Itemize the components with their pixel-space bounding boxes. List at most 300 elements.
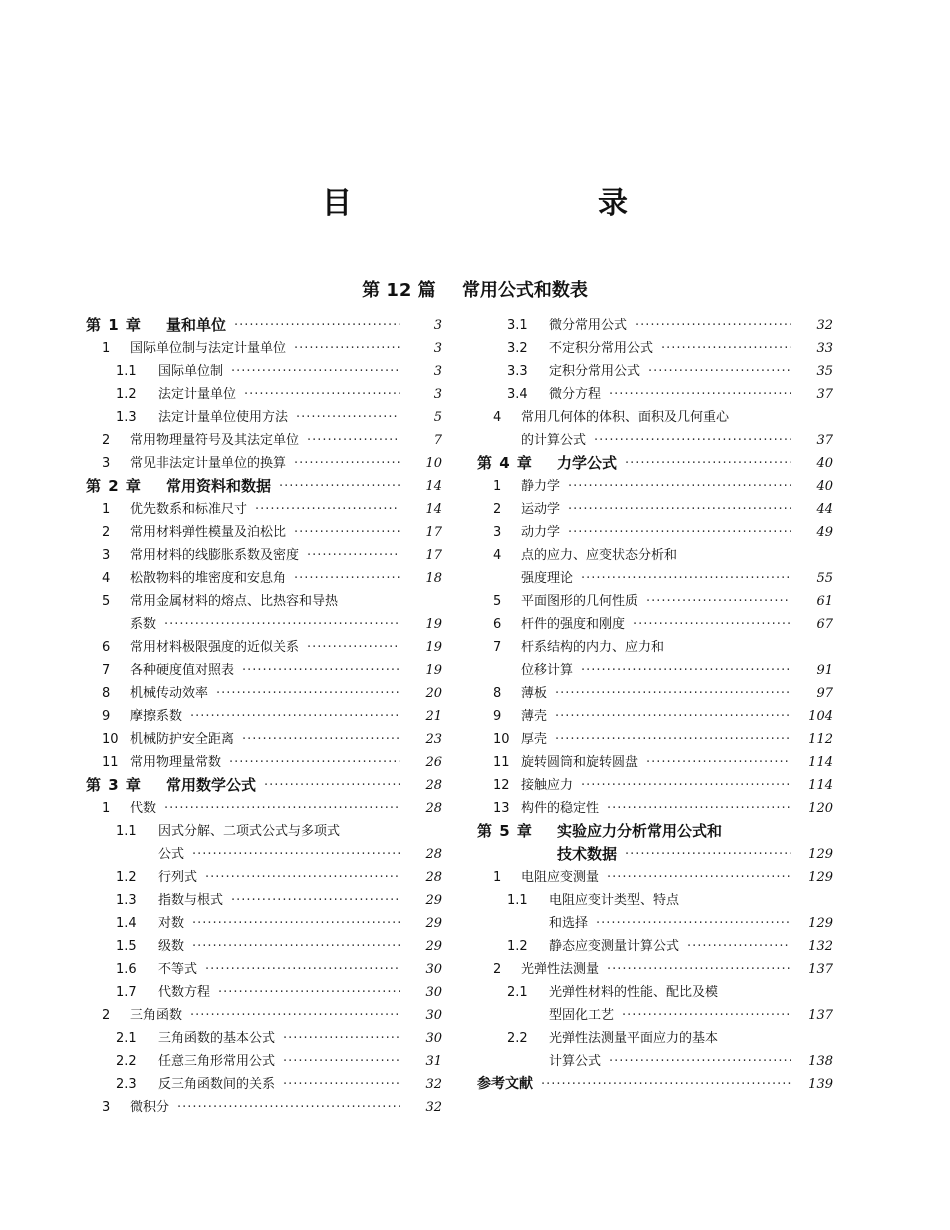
- entry-title: 电阻应变测量: [521, 870, 600, 885]
- page-number: 19: [425, 640, 442, 655]
- toc-entry[interactable]: [86, 498, 442, 521]
- toc-entry[interactable]: [477, 935, 833, 958]
- entry-title: 松散物料的堆密度和安息角: [130, 571, 287, 586]
- entry-text: [86, 774, 400, 797]
- toc-entry[interactable]: [477, 337, 833, 360]
- page-number: 29: [425, 916, 442, 931]
- entry-title: 级数: [158, 939, 185, 954]
- dot-leader: [294, 521, 400, 544]
- entry-text: [477, 360, 791, 383]
- toc-entry[interactable]: [86, 452, 442, 475]
- dot-leader: [164, 797, 400, 820]
- toc-chapter-entry[interactable]: [86, 774, 442, 797]
- entry-text: [477, 843, 791, 866]
- page-number: 37: [816, 433, 833, 448]
- toc-entry[interactable]: [86, 843, 442, 866]
- section-number: 8: [102, 686, 111, 701]
- dot-leader: [231, 360, 400, 383]
- entry-text: [86, 797, 400, 820]
- entry-text: [477, 866, 791, 889]
- toc-entry[interactable]: [86, 1004, 442, 1027]
- toc-entry[interactable]: [86, 383, 442, 406]
- toc-entry[interactable]: [477, 659, 833, 682]
- entry-text: [477, 498, 791, 521]
- toc-entry[interactable]: [477, 544, 833, 567]
- toc-chapter-entry[interactable]: [477, 820, 833, 843]
- section-number: 1.5: [116, 939, 137, 954]
- entry-text: [477, 797, 791, 820]
- toc-entry[interactable]: [86, 1027, 442, 1050]
- dot-leader: [648, 360, 791, 383]
- entry-text: [86, 935, 400, 958]
- toc-entry[interactable]: [86, 337, 442, 360]
- toc-entry[interactable]: [477, 475, 833, 498]
- section-number: 3.3: [507, 364, 528, 379]
- entry-text: [86, 866, 400, 889]
- entry-title: 机械防护安全距离: [130, 732, 235, 747]
- toc-chapter-entry[interactable]: [86, 475, 442, 498]
- entry-text: [86, 544, 400, 567]
- entry-title: 厚壳: [521, 732, 548, 747]
- page-number: 114: [808, 755, 833, 770]
- entry-title: 力学公式: [557, 454, 618, 472]
- dot-leader: [164, 613, 400, 636]
- page-number: 37: [816, 387, 833, 402]
- toc-entry[interactable]: [477, 429, 833, 452]
- dot-leader: [264, 774, 400, 797]
- section-number: 3: [102, 1100, 111, 1115]
- part-number: 第 12 篇: [362, 280, 436, 301]
- entry-title: 行列式: [158, 870, 198, 885]
- entry-title: 因式分解、二项式公式与多项式: [158, 824, 341, 839]
- toc-entry[interactable]: [477, 1050, 833, 1073]
- page-title: 目 录: [322, 186, 690, 221]
- dot-leader: [568, 475, 791, 498]
- dot-leader: [307, 636, 400, 659]
- toc-entry[interactable]: [86, 406, 442, 429]
- entry-title: 技术数据: [557, 845, 618, 863]
- toc-entry[interactable]: [477, 314, 833, 337]
- toc-entry[interactable]: [86, 958, 442, 981]
- entry-title: 国际单位制: [158, 364, 224, 379]
- section-number: 1.2: [507, 939, 528, 954]
- page-number: 28: [425, 870, 442, 885]
- page-number: 28: [425, 801, 442, 816]
- section-number: 3.2: [507, 341, 528, 356]
- dot-leader: [307, 544, 400, 567]
- entry-title: 运动学: [521, 502, 561, 517]
- entry-title: 杆系结构的内力、应力和: [521, 640, 665, 655]
- section-number: 5: [493, 594, 502, 609]
- page-number: 40: [816, 479, 833, 494]
- entry-text: [477, 1027, 791, 1050]
- toc-entry[interactable]: [86, 981, 442, 1004]
- entry-text: [86, 820, 400, 843]
- entry-text: [86, 682, 400, 705]
- section-number: 2: [493, 962, 502, 977]
- entry-text: [86, 360, 400, 383]
- dot-leader: [581, 567, 791, 590]
- page-number: 32: [425, 1077, 442, 1092]
- section-number: 1.1: [507, 893, 528, 908]
- toc-entry[interactable]: [86, 1073, 442, 1096]
- entry-title: 位移计算: [521, 663, 574, 678]
- page-number: 19: [425, 663, 442, 678]
- toc-chapter-entry[interactable]: [477, 843, 833, 866]
- entry-text: [477, 314, 791, 337]
- page-number: 3: [433, 341, 442, 356]
- entry-title: 电阻应变计类型、特点: [549, 893, 680, 908]
- toc-entry[interactable]: [477, 797, 833, 820]
- dot-leader: [687, 935, 791, 958]
- toc-entry[interactable]: [477, 682, 833, 705]
- entry-title: 平面图形的几何性质: [521, 594, 639, 609]
- toc-entry[interactable]: [86, 360, 442, 383]
- entry-text: [477, 1050, 791, 1073]
- dot-leader: [596, 912, 791, 935]
- section-number: 2: [493, 502, 502, 517]
- part-heading: [0, 276, 950, 302]
- toc-entry[interactable]: [477, 705, 833, 728]
- page-number: 3: [433, 387, 442, 402]
- entry-title: 光弹性法测量平面应力的基本: [549, 1031, 719, 1046]
- entry-text: [477, 521, 791, 544]
- entry-title: 杆件的强度和刚度: [521, 617, 626, 632]
- section-number: 12: [493, 778, 510, 793]
- entry-title: 接触应力: [521, 778, 574, 793]
- toc-entry[interactable]: [477, 636, 833, 659]
- dot-leader: [294, 337, 400, 360]
- section-number: 5: [102, 594, 111, 609]
- page-number: 91: [816, 663, 833, 678]
- toc-chapter-entry[interactable]: [86, 314, 442, 337]
- toc-entry[interactable]: [86, 935, 442, 958]
- entry-title: 公式: [158, 847, 185, 862]
- dot-leader: [581, 659, 791, 682]
- section-number: 10: [102, 732, 119, 747]
- toc-entry[interactable]: [86, 590, 442, 613]
- entry-title: 系数: [130, 617, 157, 632]
- section-number: 1: [493, 479, 502, 494]
- entry-title: 静态应变测量计算公式: [549, 939, 680, 954]
- entry-text: [477, 429, 791, 452]
- section-number: 1.1: [116, 824, 137, 839]
- section-number: 2.2: [116, 1054, 137, 1069]
- toc-entry[interactable]: [477, 958, 833, 981]
- dot-leader: [216, 682, 400, 705]
- entry-title: 常用物理量符号及其法定单位: [130, 433, 300, 448]
- entry-title: 常用材料的线膨胀系数及密度: [130, 548, 300, 563]
- chapter-number: 第 1 章: [86, 316, 142, 334]
- toc-entry[interactable]: [477, 1004, 833, 1027]
- section-number: 1.2: [116, 387, 137, 402]
- entry-text: [86, 429, 400, 452]
- entry-title: 常见非法定计量单位的换算: [130, 456, 287, 471]
- dot-leader: [283, 1050, 400, 1073]
- toc-entry[interactable]: [477, 1073, 833, 1096]
- dot-leader: [555, 705, 791, 728]
- entry-title: 机械传动效率: [130, 686, 209, 701]
- toc-entry[interactable]: [86, 636, 442, 659]
- toc-entry[interactable]: [86, 1096, 442, 1119]
- page-number: 40: [816, 456, 833, 471]
- dot-leader: [661, 337, 791, 360]
- section-number: 9: [102, 709, 111, 724]
- page-number: 61: [816, 594, 833, 609]
- entry-text: [477, 383, 791, 406]
- dot-leader: [307, 429, 400, 452]
- section-number: 3.1: [507, 318, 528, 333]
- section-number: 2: [102, 1008, 111, 1023]
- entry-title: 计算公式: [549, 1054, 602, 1069]
- toc-entry[interactable]: [86, 866, 442, 889]
- dot-leader: [255, 498, 400, 521]
- section-number: 2.1: [507, 985, 528, 1000]
- entry-title: 任意三角形常用公式: [158, 1054, 276, 1069]
- dot-leader: [192, 912, 400, 935]
- toc-left-column: [86, 314, 442, 1119]
- toc-entry[interactable]: [477, 981, 833, 1004]
- toc-entry[interactable]: [477, 1027, 833, 1050]
- entry-text: [477, 590, 791, 613]
- section-number: 1: [493, 870, 502, 885]
- entry-text: [86, 475, 400, 498]
- entry-text: [477, 406, 791, 429]
- entry-text: [86, 521, 400, 544]
- section-number: 3: [493, 525, 502, 540]
- toc-entry[interactable]: [477, 406, 833, 429]
- page-number: 30: [425, 985, 442, 1000]
- toc-entry[interactable]: [477, 889, 833, 912]
- entry-title: 对数: [158, 916, 185, 931]
- toc-entry[interactable]: [477, 866, 833, 889]
- toc-entry[interactable]: [477, 728, 833, 751]
- dot-leader: [541, 1073, 791, 1096]
- toc-entry[interactable]: [86, 567, 442, 590]
- page-number: 18: [425, 571, 442, 586]
- entry-title: 常用材料弹性模量及泊松比: [130, 525, 287, 540]
- toc-entry[interactable]: [86, 889, 442, 912]
- section-number: 4: [493, 548, 502, 563]
- entry-title: 常用几何体的体积、面积及几何重心: [521, 410, 730, 425]
- dot-leader: [633, 613, 791, 636]
- page-number: 97: [816, 686, 833, 701]
- entry-title: 定积分常用公式: [549, 364, 641, 379]
- entry-text: [86, 751, 400, 774]
- toc-entry[interactable]: [86, 912, 442, 935]
- dot-leader: [607, 958, 791, 981]
- entry-title: 摩擦系数: [130, 709, 183, 724]
- toc-entry[interactable]: [477, 360, 833, 383]
- toc-chapter-entry[interactable]: [477, 452, 833, 475]
- entry-text: [477, 935, 791, 958]
- toc-entry[interactable]: [86, 682, 442, 705]
- section-number: 10: [493, 732, 510, 747]
- page-number: 32: [425, 1100, 442, 1115]
- dot-leader: [609, 1050, 791, 1073]
- entry-title: 法定计量单位使用方法: [158, 410, 289, 425]
- toc-entry[interactable]: [477, 751, 833, 774]
- entry-title: 静力学: [521, 479, 561, 494]
- section-number: 1.4: [116, 916, 137, 931]
- toc-entry[interactable]: [477, 590, 833, 613]
- entry-title: 优先数系和标准尺寸: [130, 502, 248, 517]
- entry-title: 常用资料和数据: [166, 477, 272, 495]
- page-number: 14: [425, 502, 442, 517]
- toc-entry[interactable]: [86, 705, 442, 728]
- entry-title: 反三角函数间的关系: [158, 1077, 276, 1092]
- page-number: 7: [433, 433, 442, 448]
- toc-right-column: [477, 314, 833, 1096]
- dot-leader: [646, 751, 791, 774]
- dot-leader: [242, 659, 400, 682]
- page-number: 20: [425, 686, 442, 701]
- section-number: 2.3: [116, 1077, 137, 1092]
- chapter-number: 第 4 章: [477, 454, 533, 472]
- entry-text: [86, 498, 400, 521]
- page-number: 21: [425, 709, 442, 724]
- entry-text: [86, 314, 400, 337]
- page-number: 30: [425, 1031, 442, 1046]
- dot-leader: [205, 958, 400, 981]
- toc-entry[interactable]: [86, 820, 442, 843]
- entry-text: [86, 1096, 400, 1119]
- dot-leader: [581, 774, 791, 797]
- entry-text: [86, 728, 400, 751]
- page-number: 26: [425, 755, 442, 770]
- entry-text: [477, 705, 791, 728]
- dot-leader: [190, 1004, 400, 1027]
- section-number: 6: [102, 640, 111, 655]
- entry-title: 和选择: [549, 916, 589, 931]
- entry-text: [86, 1073, 400, 1096]
- toc-entry[interactable]: [86, 797, 442, 820]
- page-number: 33: [816, 341, 833, 356]
- toc-entry[interactable]: [86, 659, 442, 682]
- dot-leader: [607, 866, 791, 889]
- dot-leader: [635, 314, 791, 337]
- dot-leader: [622, 1004, 791, 1027]
- chapter-number: 第 3 章: [86, 776, 142, 794]
- entry-title: 国际单位制与法定计量单位: [130, 341, 287, 356]
- entry-title: 常用数学公式: [166, 776, 257, 794]
- toc-entry[interactable]: [86, 751, 442, 774]
- section-number: 3.4: [507, 387, 528, 402]
- toc-entry[interactable]: [86, 429, 442, 452]
- page-number: 120: [808, 801, 833, 816]
- page-number: 129: [808, 916, 833, 931]
- dot-leader: [234, 314, 400, 337]
- dot-leader: [294, 567, 400, 590]
- toc-entry[interactable]: [477, 383, 833, 406]
- page-number: 49: [816, 525, 833, 540]
- section-number: 1.7: [116, 985, 137, 1000]
- dot-leader: [190, 705, 400, 728]
- toc-entry[interactable]: [477, 498, 833, 521]
- page-number: 132: [808, 939, 833, 954]
- dot-leader: [607, 797, 791, 820]
- entry-title: 代数方程: [158, 985, 211, 1000]
- dot-leader: [231, 889, 400, 912]
- entry-title: 微积分: [130, 1100, 170, 1115]
- entry-text: [86, 383, 400, 406]
- entry-text: [86, 567, 400, 590]
- page-number: 17: [425, 548, 442, 563]
- toc-entry[interactable]: [477, 521, 833, 544]
- section-number: 2: [102, 525, 111, 540]
- section-number: 3: [102, 548, 111, 563]
- entry-text: [86, 889, 400, 912]
- section-number: 1: [102, 502, 111, 517]
- section-number: 2.2: [507, 1031, 528, 1046]
- toc-entry[interactable]: [86, 544, 442, 567]
- page-number: 29: [425, 893, 442, 908]
- entry-title: 三角函数的基本公式: [158, 1031, 276, 1046]
- dot-leader: [283, 1073, 400, 1096]
- entry-text: [86, 452, 400, 475]
- toc-entry[interactable]: [86, 521, 442, 544]
- toc-entry[interactable]: [477, 912, 833, 935]
- toc-entry[interactable]: [477, 774, 833, 797]
- entry-title: 构件的稳定性: [521, 801, 600, 816]
- section-number: 9: [493, 709, 502, 724]
- entry-text: [477, 567, 791, 590]
- entry-title: 旋转圆筒和旋转圆盘: [521, 755, 639, 770]
- entry-text: [86, 958, 400, 981]
- section-number: 2: [102, 433, 111, 448]
- dot-leader: [568, 498, 791, 521]
- entry-title: 常用材料极限强度的近似关系: [130, 640, 300, 655]
- toc-entry[interactable]: [86, 1050, 442, 1073]
- entry-title: 微分常用公式: [549, 318, 628, 333]
- entry-title: 型固化工艺: [549, 1008, 615, 1023]
- dot-leader: [294, 452, 400, 475]
- part-name: 常用公式和数表: [461, 280, 588, 301]
- entry-text: [477, 1004, 791, 1027]
- entry-text: [477, 1073, 791, 1096]
- entry-title: 强度理论: [521, 571, 574, 586]
- entry-text: [86, 590, 400, 613]
- page-number: 55: [816, 571, 833, 586]
- page-number: 17: [425, 525, 442, 540]
- section-number: 11: [493, 755, 510, 770]
- dot-leader: [177, 1096, 400, 1119]
- entry-text: [477, 958, 791, 981]
- dot-leader: [568, 521, 791, 544]
- entry-title: 不等式: [158, 962, 198, 977]
- section-number: 1.3: [116, 893, 137, 908]
- toc-entry[interactable]: [477, 613, 833, 636]
- dot-leader: [555, 682, 791, 705]
- section-number: 1.3: [116, 410, 137, 425]
- entry-text: [86, 981, 400, 1004]
- section-number: 2.1: [116, 1031, 137, 1046]
- entry-text: [86, 1027, 400, 1050]
- entry-text: [86, 1004, 400, 1027]
- toc-entry[interactable]: [477, 567, 833, 590]
- page-number: 14: [425, 479, 442, 494]
- entry-text: [477, 452, 791, 475]
- toc-entry[interactable]: [86, 728, 442, 751]
- entry-text: [86, 337, 400, 360]
- entry-title: 三角函数: [130, 1008, 183, 1023]
- section-number: 4: [102, 571, 111, 586]
- dot-leader: [279, 475, 400, 498]
- section-number: 3: [102, 456, 111, 471]
- page-number: 137: [808, 1008, 833, 1023]
- entry-title: 不定积分常用公式: [549, 341, 654, 356]
- toc-entry[interactable]: [86, 613, 442, 636]
